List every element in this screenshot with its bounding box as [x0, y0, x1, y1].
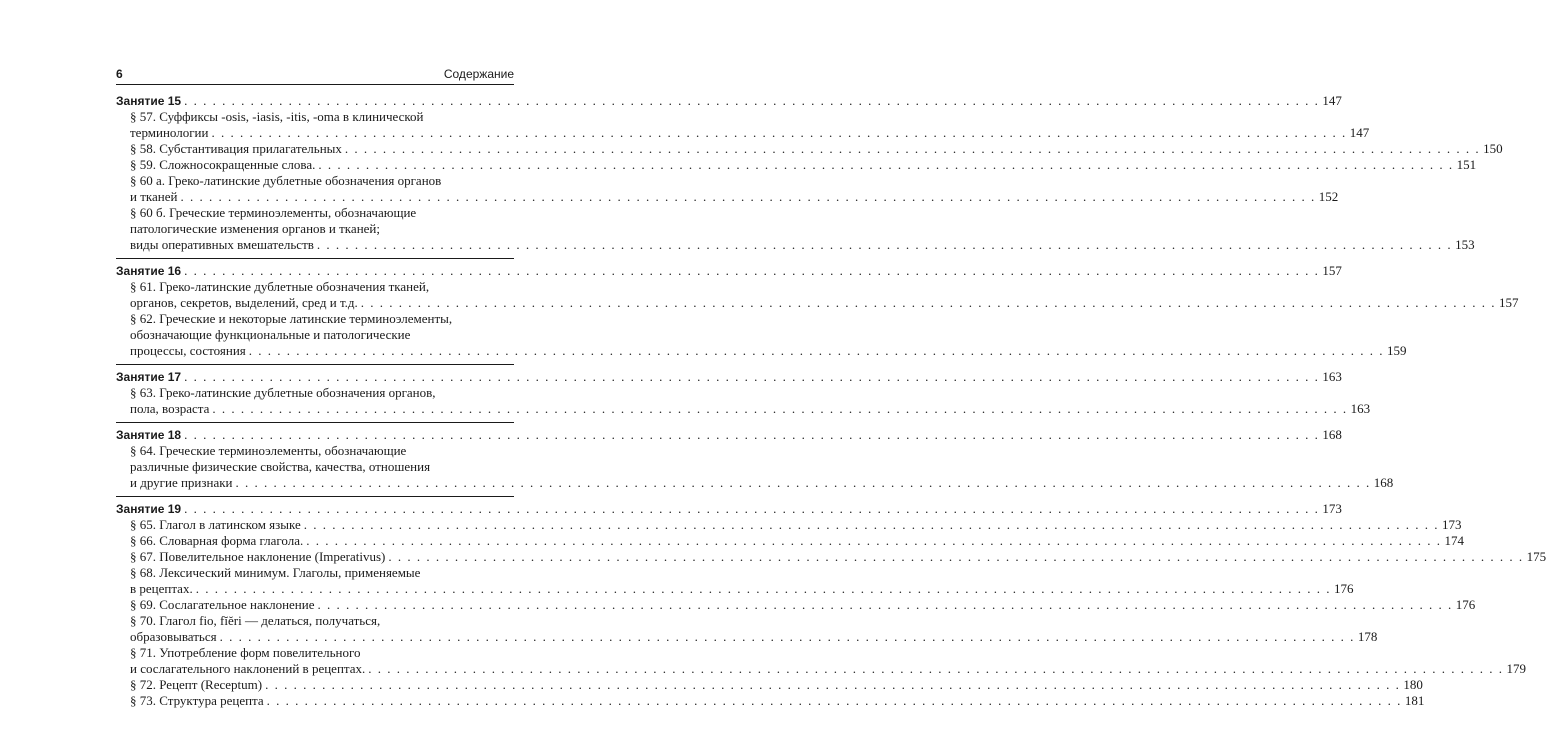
- section-title-line: § 69. Сослагательное наклонение: [130, 597, 315, 612]
- section-entry[interactable]: [116, 693, 1425, 709]
- section-page-number: 179: [1506, 661, 1527, 676]
- section-page-number: 173: [1442, 517, 1462, 532]
- section-page-number: 176: [1455, 597, 1476, 612]
- section-entry[interactable]: [116, 173, 1339, 205]
- header-rule: [116, 84, 514, 85]
- section-page-number: 153: [1455, 237, 1475, 252]
- section-page-number: 163: [1350, 401, 1371, 416]
- section-title-line: и сослагательного наклонений в рецептах.: [130, 661, 366, 676]
- chapter-block: [116, 93, 1503, 259]
- section-entry[interactable]: [116, 311, 1407, 359]
- chapter-page-number: 163: [1322, 369, 1342, 384]
- section-title-line: пола, возраста: [130, 401, 210, 416]
- section-entry-last-line: [130, 125, 1370, 141]
- section-entry-last-line: [130, 597, 1476, 613]
- section-page-number: 176: [1333, 581, 1354, 596]
- section-title-line: § 71. Употребление форм повелительного: [130, 645, 361, 660]
- chapter-block: [116, 263, 1519, 365]
- section-entry-last-line: [130, 629, 1378, 645]
- section-title-line: § 68. Лексический минимум. Глаголы, применяемые: [130, 565, 421, 580]
- section-title-line: § 64. Греческие терминоэлементы, обозначающие: [130, 443, 407, 458]
- section-title-line: § 59. Сложносокращенные слова.: [130, 157, 316, 172]
- dot-leader: . . . . . . . . . . . . . . . . . . . . . . . . . . . . . . . . . . . . . . . . . . . . . . . . . . . . . . . . . . . . . . . . . . . . . . . . . . . . . . . . . . . . . . . . . . . . . . . . . . . . . . . . . . . . . . . . . . . . . . . .: [184, 501, 1320, 516]
- chapter-title: Занятие 17: [116, 370, 182, 384]
- section-page-number: 178: [1357, 629, 1378, 644]
- section-page-number: 147: [1349, 125, 1370, 140]
- dot-leader: . . . . . . . . . . . . . . . . . . . . . . . . . . . . . . . . . . . . . . . . . . . . . . . . . . . . . . . . . . . . . . . . . . . . . . . . . . . . . . . . . . . . . . . . . . . . . . . . . . . . . . . . . . . . . . . . . . . . . . . .: [212, 401, 1348, 416]
- chapter-title: Занятие 19: [116, 502, 182, 516]
- dot-leader: . . . . . . . . . . . . . . . . . . . . . . . . . . . . . . . . . . . . . . . . . . . . . . . . . . . . . . . . . . . . . . . . . . . . . . . . . . . . . . . . . . . . . . . . . . . . . . . . . . . . . . . . . . . . . . . . . . . . . . . .: [184, 369, 1320, 384]
- section-title-line: § 58. Субстантивация прилагательных: [130, 141, 342, 156]
- section-title-line: § 60 б. Греческие терминоэлементы, обозначающие: [130, 205, 417, 220]
- chapter-block: [116, 427, 1394, 497]
- section-entry-last-line: [130, 693, 1425, 709]
- chapter-entry: [116, 263, 1342, 279]
- section-entry-last-line: [130, 533, 1465, 549]
- section-entry-last-line: [130, 581, 1354, 597]
- dot-leader: . . . . . . . . . . . . . . . . . . . . . . . . . . . . . . . . . . . . . . . . . . . . . . . . . . . . . . . . . . . . . . . . . . . . . . . . . . . . . . . . . . . . . . . . . . . . . . . . . . . . . . . . . . . . . . . . . . . . . . . .: [388, 549, 1524, 564]
- section-title-line: виды оперативных вмешательств: [130, 237, 314, 252]
- section-page-number: 152: [1318, 189, 1339, 204]
- section-title-line: патологические изменения органов и тканей;: [130, 221, 380, 236]
- running-header: [116, 67, 514, 83]
- dot-leader: . . . . . . . . . . . . . . . . . . . . . . . . . . . . . . . . . . . . . . . . . . . . . . . . . . . . . . . . . . . . . . . . . . . . . . . . . . . . . . . . . . . . . . . . . . . . . . . . . . . . . . . . . . . . . . . . . . . . . . . .: [248, 343, 1385, 358]
- section-title-line: § 60 а. Греко-латинские дублетные обозначения органов: [130, 173, 442, 188]
- section-entry[interactable]: [116, 385, 1371, 417]
- chapter-page-number: 173: [1322, 501, 1342, 516]
- section-entry[interactable]: [116, 613, 1378, 645]
- dot-leader: . . . . . . . . . . . . . . . . . . . . . . . . . . . . . . . . . . . . . . . . . . . . . . . . . . . . . . . . . . . . . . . . . . . . . . . . . . . . . . . . . . . . . . . . . . . . . . . . . . . . . . . . . . . . . . . . . . . . . . . .: [317, 597, 1453, 612]
- section-entry[interactable]: [116, 517, 1462, 533]
- section-entry-last-line: [130, 189, 1339, 205]
- section-entry[interactable]: [116, 141, 1503, 157]
- dot-leader: . . . . . . . . . . . . . . . . . . . . . . . . . . . . . . . . . . . . . . . . . . . . . . . . . . . . . . . . . . . . . . . . . . . . . . . . . . . . . . . . . . . . . . . . . . . . . . . . . . . . . . . . . . . . . . . . . . . . . . . .: [368, 661, 1504, 676]
- section-entry-last-line: [130, 141, 1503, 157]
- chapter-entry: [116, 93, 1342, 109]
- dot-leader: . . . . . . . . . . . . . . . . . . . . . . . . . . . . . . . . . . . . . . . . . . . . . . . . . . . . . . . . . . . . . . . . . . . . . . . . . . . . . . . . . . . . . . . . . . . . . . . . . . . . . . . . . . . . . . . . . . . . . . . .: [184, 427, 1320, 442]
- chapter-block: [116, 369, 1371, 423]
- section-title-line: § 70. Глагол fio, fĭĕri — делаться, получаться,: [130, 613, 381, 628]
- section-title-line: и другие признаки: [130, 475, 233, 490]
- section-entry-last-line: [130, 549, 1546, 565]
- chapter-page-number: 168: [1322, 427, 1342, 442]
- table-of-contents: [116, 93, 1546, 718]
- dot-leader: . . . . . . . . . . . . . . . . . . . . . . . . . . . . . . . . . . . . . . . . . . . . . . . . . . . . . . . . . . . . . . . . . . . . . . . . . . . . . . . . . . . . . . . . . . . . . . . . . . . . . . . . . . . . . . . . . . . . . . . .: [184, 93, 1320, 108]
- section-page-number: 150: [1483, 141, 1503, 156]
- dot-leader: . . . . . . . . . . . . . . . . . . . . . . . . . . . . . . . . . . . . . . . . . . . . . . . . . . . . . . . . . . . . . . . . . . . . . . . . . . . . . . . . . . . . . . . . . . . . . . . . . . . . . . . . . . . . . . . . . . . . . . . .: [195, 581, 1331, 596]
- chapter-page-number: 147: [1322, 93, 1342, 108]
- chapter-entry: [116, 501, 1342, 517]
- section-entry[interactable]: [116, 597, 1476, 613]
- section-entry[interactable]: [116, 677, 1423, 693]
- chapter-entry: [116, 427, 1342, 443]
- section-entry-last-line: [130, 475, 1394, 491]
- section-title-line: § 61. Греко-латинские дублетные обозначения тканей,: [130, 279, 430, 294]
- dot-leader: . . . . . . . . . . . . . . . . . . . . . . . . . . . . . . . . . . . . . . . . . . . . . . . . . . . . . . . . . . . . . . . . . . . . . . . . . . . . . . . . . . . . . . . . . . . . . . . . . . . . . . . . . . . . . . . . . . . . . . . .: [211, 125, 1347, 140]
- section-entry-last-line: [130, 661, 1527, 677]
- section-entry[interactable]: [116, 157, 1477, 173]
- dot-leader: . . . . . . . . . . . . . . . . . . . . . . . . . . . . . . . . . . . . . . . . . . . . . . . . . . . . . . . . . . . . . . . . . . . . . . . . . . . . . . . . . . . . . . . . . . . . . . . . . . . . . . . . . . . . . . . . . . . . . . . .: [219, 629, 1355, 644]
- section-title-line: и тканей: [130, 189, 178, 204]
- section-title-line: различные физические свойства, качества, отношения: [130, 459, 431, 474]
- section-entry[interactable]: [116, 109, 1370, 141]
- section-title-line: § 63. Греко-латинские дублетные обозначения органов,: [130, 385, 436, 400]
- chapter-page-number: 157: [1322, 263, 1342, 278]
- section-entry[interactable]: [116, 279, 1519, 311]
- section-entry-last-line: [130, 517, 1462, 533]
- section-page-number: 180: [1403, 677, 1423, 692]
- section-page-number: 175: [1526, 549, 1546, 564]
- dot-leader: . . . . . . . . . . . . . . . . . . . . . . . . . . . . . . . . . . . . . . . . . . . . . . . . . . . . . . . . . . . . . . . . . . . . . . . . . . . . . . . . . . . . . . . . . . . . . . . . . . . . . . . . . . . . . . . . . . . . . . . .: [306, 533, 1442, 548]
- section-entry[interactable]: [116, 443, 1394, 491]
- section-entry[interactable]: [116, 533, 1465, 549]
- section-page-number: 174: [1444, 533, 1465, 548]
- section-title-line: § 65. Глагол в латинском языке: [130, 517, 301, 532]
- running-title: Содержание: [443, 67, 514, 81]
- section-title-line: § 67. Повелительное наклонение (Imperativus): [130, 549, 386, 564]
- dot-leader: . . . . . . . . . . . . . . . . . . . . . . . . . . . . . . . . . . . . . . . . . . . . . . . . . . . . . . . . . . . . . . . . . . . . . . . . . . . . . . . . . . . . . . . . . . . . . . . . . . . . . . . . . . . . . . . . . . . . . . . .: [344, 141, 1481, 156]
- dot-leader: . . . . . . . . . . . . . . . . . . . . . . . . . . . . . . . . . . . . . . . . . . . . . . . . . . . . . . . . . . . . . . . . . . . . . . . . . . . . . . . . . . . . . . . . . . . . . . . . . . . . . . . . . . . . . . . . . . . . . . . .: [318, 157, 1454, 172]
- section-entry-last-line: [130, 237, 1475, 253]
- dot-leader: . . . . . . . . . . . . . . . . . . . . . . . . . . . . . . . . . . . . . . . . . . . . . . . . . . . . . . . . . . . . . . . . . . . . . . . . . . . . . . . . . . . . . . . . . . . . . . . . . . . . . . . . . . . . . . . . . . . . . . . .: [265, 677, 1401, 692]
- chapter-block: [116, 501, 1546, 714]
- section-title-line: § 72. Рецепт (Receptum): [130, 677, 263, 692]
- section-title-line: органов, секретов, выделений, сред и т.д.: [130, 295, 358, 310]
- section-title-line: образовываться: [130, 629, 217, 644]
- section-entry[interactable]: [116, 645, 1527, 677]
- section-entry-last-line: [130, 401, 1371, 417]
- chapter-title: Занятие 18: [116, 428, 182, 442]
- dot-leader: . . . . . . . . . . . . . . . . . . . . . . . . . . . . . . . . . . . . . . . . . . . . . . . . . . . . . . . . . . . . . . . . . . . . . . . . . . . . . . . . . . . . . . . . . . . . . . . . . . . . . . . . . . . . . . . . . . . . . . . .: [303, 517, 1440, 532]
- dot-leader: . . . . . . . . . . . . . . . . . . . . . . . . . . . . . . . . . . . . . . . . . . . . . . . . . . . . . . . . . . . . . . . . . . . . . . . . . . . . . . . . . . . . . . . . . . . . . . . . . . . . . . . . . . . . . . . . . . . . . . . .: [316, 237, 1453, 252]
- dot-leader: . . . . . . . . . . . . . . . . . . . . . . . . . . . . . . . . . . . . . . . . . . . . . . . . . . . . . . . . . . . . . . . . . . . . . . . . . . . . . . . . . . . . . . . . . . . . . . . . . . . . . . . . . . . . . . . . . . . . . . . .: [180, 189, 1316, 204]
- dot-leader: . . . . . . . . . . . . . . . . . . . . . . . . . . . . . . . . . . . . . . . . . . . . . . . . . . . . . . . . . . . . . . . . . . . . . . . . . . . . . . . . . . . . . . . . . . . . . . . . . . . . . . . . . . . . . . . . . . . . . . . .: [360, 295, 1497, 310]
- section-title-line: в рецептах.: [130, 581, 193, 596]
- section-entry[interactable]: [116, 549, 1546, 565]
- section-entry-last-line: [130, 295, 1519, 311]
- chapter-title: Занятие 16: [116, 264, 182, 278]
- section-title-line: обозначающие функциональные и патологические: [130, 327, 411, 342]
- chapter-title: Занятие 15: [116, 94, 182, 108]
- section-title-line: § 57. Суффиксы -osis, -iasis, -itis, -oma в клинической: [130, 109, 424, 124]
- section-title-line: § 66. Словарная форма глагола.: [130, 533, 304, 548]
- section-page-number: 159: [1387, 343, 1407, 358]
- section-title-line: процессы, состояния: [130, 343, 246, 358]
- section-entry-last-line: [130, 677, 1423, 693]
- dot-leader: . . . . . . . . . . . . . . . . . . . . . . . . . . . . . . . . . . . . . . . . . . . . . . . . . . . . . . . . . . . . . . . . . . . . . . . . . . . . . . . . . . . . . . . . . . . . . . . . . . . . . . . . . . . . . . . . . . . . . . . .: [266, 693, 1402, 708]
- chapter-entry: [116, 369, 1342, 385]
- section-entry[interactable]: [116, 565, 1354, 597]
- section-entry[interactable]: [116, 205, 1475, 253]
- section-title-line: § 73. Структура рецепта: [130, 693, 264, 708]
- page-number: 6: [116, 67, 123, 81]
- section-entry-last-line: [130, 343, 1407, 359]
- section-page-number: 151: [1456, 157, 1477, 172]
- section-page-number: 157: [1499, 295, 1519, 310]
- dot-leader: . . . . . . . . . . . . . . . . . . . . . . . . . . . . . . . . . . . . . . . . . . . . . . . . . . . . . . . . . . . . . . . . . . . . . . . . . . . . . . . . . . . . . . . . . . . . . . . . . . . . . . . . . . . . . . . . . . . . . . . .: [235, 475, 1371, 490]
- section-title-line: терминологии: [130, 125, 209, 140]
- section-title-line: § 62. Греческие и некоторые латинские терминоэлементы,: [130, 311, 453, 326]
- section-entry-last-line: [130, 157, 1477, 173]
- section-page-number: 168: [1373, 475, 1394, 490]
- dot-leader: . . . . . . . . . . . . . . . . . . . . . . . . . . . . . . . . . . . . . . . . . . . . . . . . . . . . . . . . . . . . . . . . . . . . . . . . . . . . . . . . . . . . . . . . . . . . . . . . . . . . . . . . . . . . . . . . . . . . . . . .: [184, 263, 1320, 278]
- section-page-number: 181: [1404, 693, 1425, 708]
